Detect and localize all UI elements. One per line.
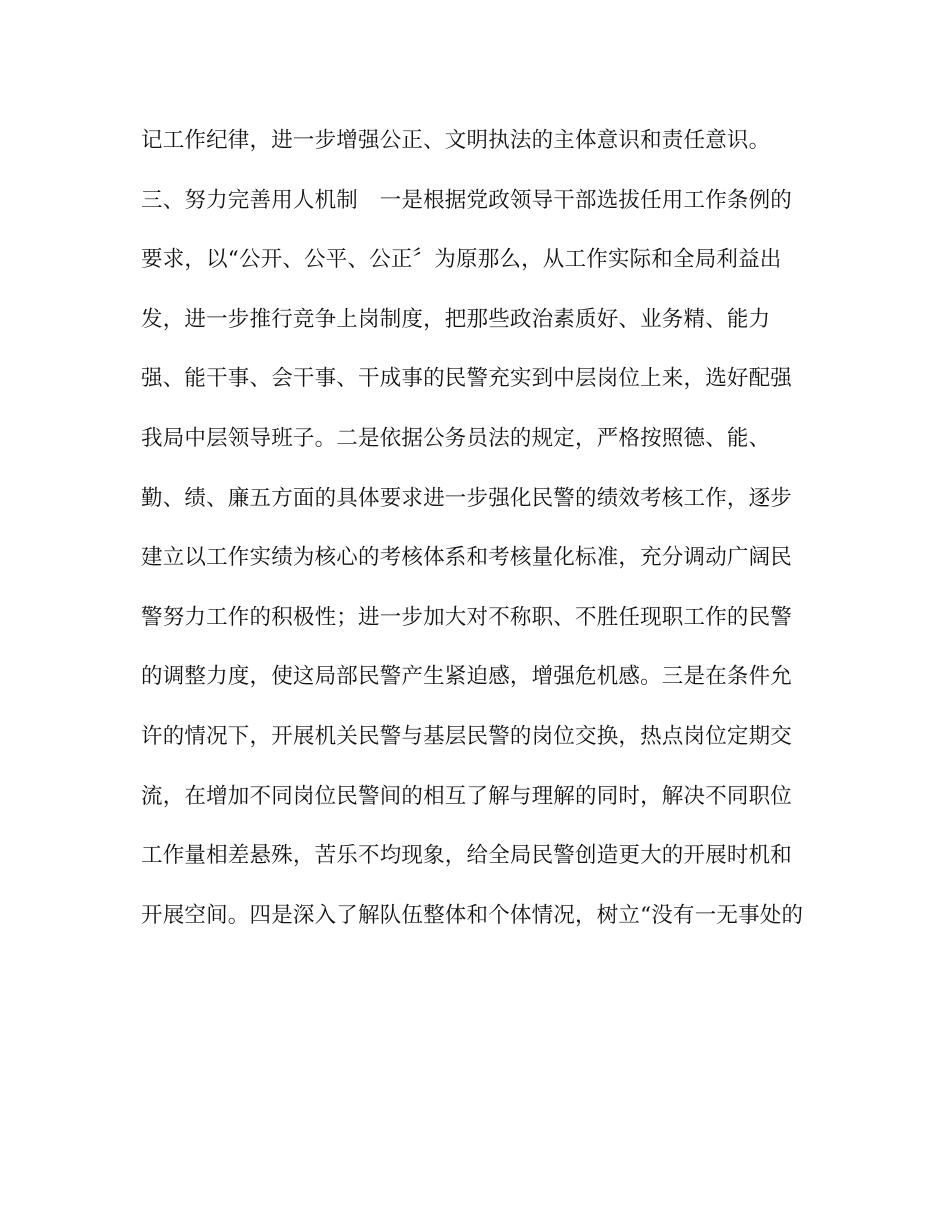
text-line: 开展空间。四是深入了解队伍整体和个体情况，树立“没有一无事处的 <box>141 902 804 928</box>
text-line: 流，在增加不同岗位民警间的相互了解与理解的同时，解决不同职位 <box>141 783 793 809</box>
text-line: 勤、绩、廉五方面的具体要求进一步强化民警的绩效考核工作，逐步 <box>141 485 793 511</box>
body-text <box>141 121 821 955</box>
text-line: 记工作纪律，进一步增强公正、文明执法的主体意识和责任意识。 <box>141 128 771 153</box>
text-line: 许的情况下，开展机关民警与基层民警的岗位交换，热点岗位定期交 <box>141 723 793 749</box>
text-line: 警努力工作的积极性；进一步加大对不称职、不胜任现职工作的民警 <box>141 604 793 630</box>
text-line: 发，进一步推行竞争上岗制度，把那些政治素质好、业务精、能力 <box>141 306 771 332</box>
text-line: 我局中层领导班子。二是依据公务员法的规定，严格按照德、能、 <box>141 425 771 451</box>
text-line: 工作量相差悬殊，苦乐不均现象，给全局民警创造更大的开展时机和 <box>141 843 793 869</box>
text-line: 要求，以“公开、公平、公正〞为原那么，从工作实际和全局利益出 <box>141 247 782 273</box>
text-line: 强、能干事、会干事、干成事的民警充实到中层岗位上来，选好配强 <box>141 366 793 392</box>
text-line: 三、努力完善用人机制 一是根据党政领导干部选拔任用工作条例的 <box>141 187 793 213</box>
text-line: 的调整力度，使这局部民警产生紧迫感，增强危机感。三是在条件允 <box>141 664 793 690</box>
text-line: 建立以工作实绩为核心的考核体系和考核量化标准，充分调动广阔民 <box>141 545 793 571</box>
